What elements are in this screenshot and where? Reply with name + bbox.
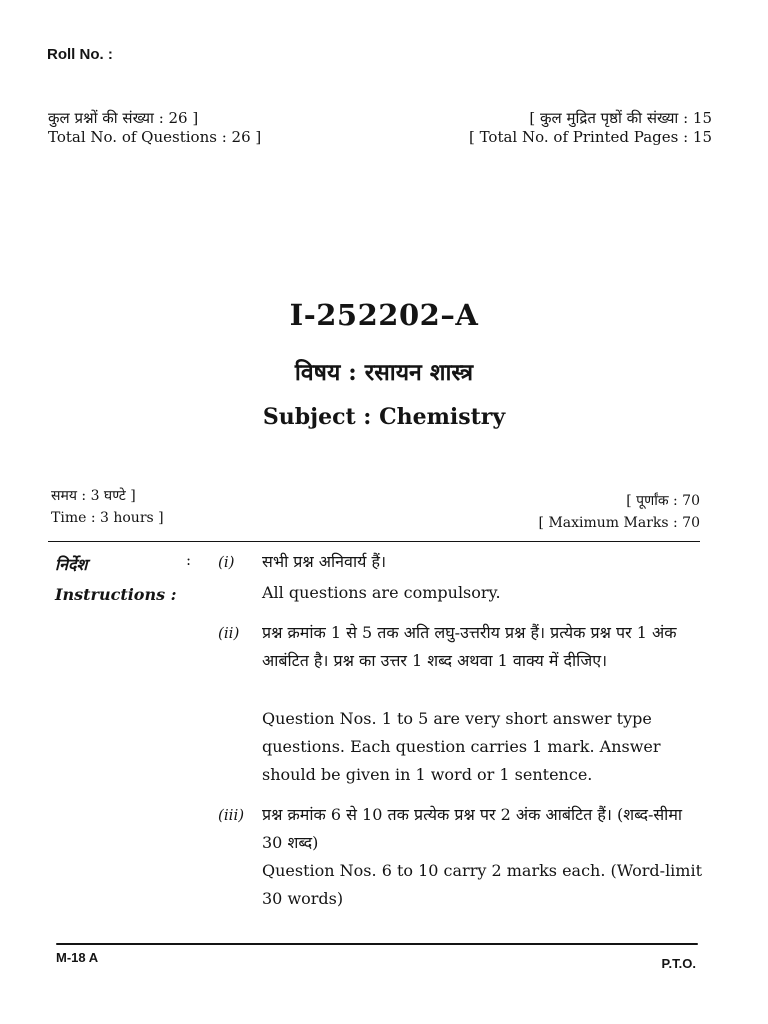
instructions-label [55,550,177,610]
footer-divider [56,943,698,945]
subject-hindi: विषय : रसायन शास्त्र [294,359,474,386]
printed-pages-english: [ Total No. of Printed Pages : 15 [468,128,712,146]
instruction-english: Question Nos. 6 to 10 carry 2 marks each. (Word-limit 30 words) [262,861,703,908]
time-hindi: समय : 3 घण्टे ] [51,488,136,504]
time-block [51,485,164,529]
instructions-label-english: Instructions : [55,585,177,604]
instruction-number: (ii) [218,624,240,642]
total-questions-hindi: कुल प्रश्नों की संख्या : 26 ] [48,109,199,127]
time-english: Time : 3 hours ] [51,510,164,526]
header-divider [48,541,700,542]
subject-english: Subject : Chemistry [262,404,506,430]
total-questions-block [48,109,261,147]
roll-number-label: Roll No. : [47,46,113,63]
marks-hindi: [ पूर्णांक : 70 [626,493,700,509]
footer-paper-code: M-18 A [56,950,99,965]
total-questions-english: Total No. of Questions : 26 ] [48,128,262,146]
instruction-hindi: प्रश्न क्रमांक 1 से 5 तक अति लघु-उत्तरीय प्रश्न हैं। प्रत्येक प्रश्न पर 1 अंक आबंटित है। प्रश्न का उत्तर 1 शब्द अथवा 1 वाक्य में दीजिए। [262,623,677,670]
instruction-hindi: सभी प्रश्न अनिवार्य हैं। [262,552,387,571]
instructions-label-hindi: निर्देश [55,555,88,574]
paper-code: I-252202–A [289,298,479,332]
instruction-english: All questions are compulsory. [262,583,501,602]
marks-english: [ Maximum Marks : 70 [538,515,700,531]
printed-pages-block [469,109,712,147]
marks-block [539,490,700,534]
instructions-colon: : [186,551,192,569]
instruction-number: (iii) [218,806,245,824]
instruction-number: (i) [218,553,235,571]
instruction-hindi: प्रश्न क्रमांक 6 से 10 तक प्रत्येक प्रश्न पर 2 अंक आबंटित हैं। (शब्द-सीमा 30 शब्द) [262,805,683,852]
printed-pages-hindi: [ कुल मुद्रित पृष्ठों की संख्या : 15 [529,109,712,127]
instruction-english: Question Nos. 1 to 5 are very short answer type questions. Each question carries 1 mark. Answer should be given in 1 word or 1 sentence. [262,709,661,784]
footer-pto: P.T.O. [661,956,696,971]
